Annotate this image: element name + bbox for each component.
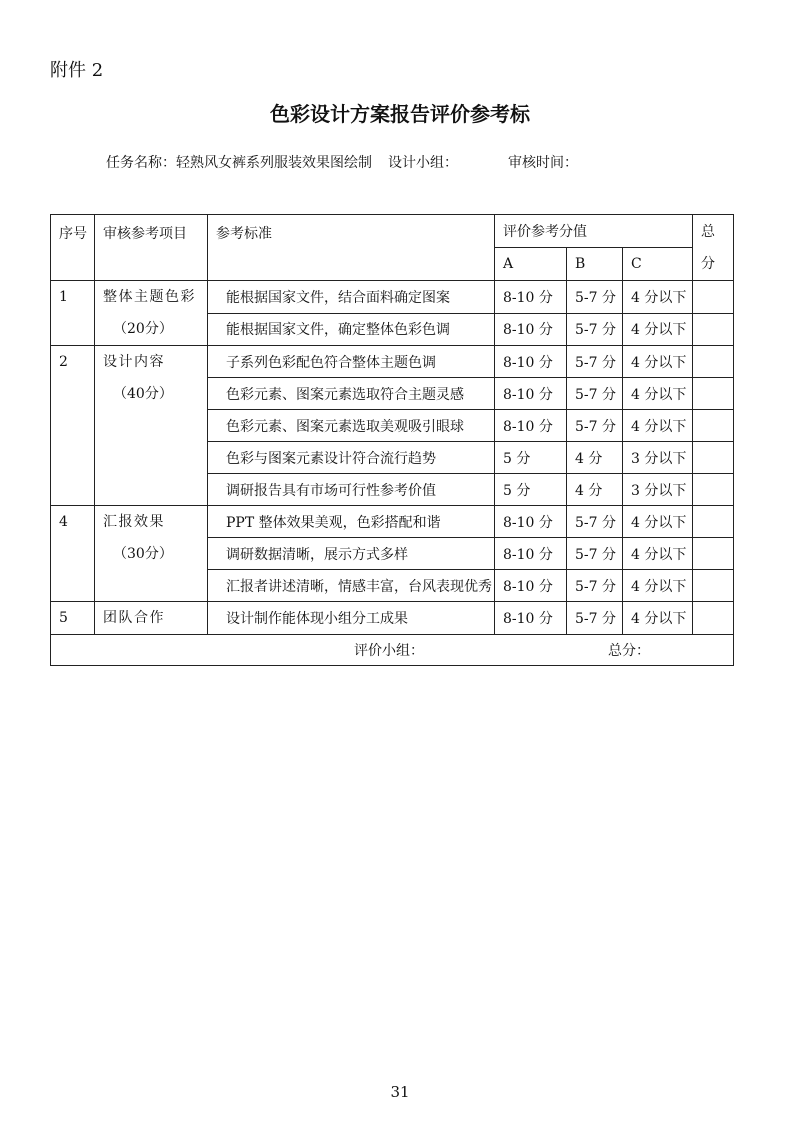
table-row [51,506,734,538]
page-title: 色彩设计方案报告评价参考标 [270,102,530,126]
total-score-cell [693,602,734,635]
grade-a-score: 8-10 分 [495,602,567,635]
grade-a-score: 8-10 分 [495,313,567,346]
grade-c-score: 4 分以下 [623,506,693,538]
criteria-text: 能根据国家文件，确定整体色彩色调 [208,313,495,346]
criteria-text: 色彩元素、图案元素选取符合主题灵感 [208,378,495,410]
grade-c-score: 4 分以下 [623,313,693,346]
header-no: 序号 [51,215,95,281]
grade-a-score: 8-10 分 [495,281,567,314]
header-score-ref: 评价参考分值 [495,215,693,248]
total-score-cell [693,378,734,410]
criteria-text: 色彩元素、图案元素选取美观吸引眼球 [208,410,495,442]
grade-a-score: 8-10 分 [495,378,567,410]
row-number: 4 [51,506,95,602]
task-name: 任务名称：轻熟风女裤系列服装效果图绘制 [106,155,372,171]
grade-b-score: 4 分 [567,474,623,506]
total-score-cell [693,538,734,570]
review-item-points: （30分） [113,546,173,562]
header-grade-c: C [623,248,693,281]
table-row [51,346,734,378]
grade-c-score: 3 分以下 [623,474,693,506]
grade-c-score: 4 分以下 [623,346,693,378]
criteria-text: PPT 整体效果美观，色彩搭配和谐 [208,506,495,538]
header-grade-b: B [567,248,623,281]
grade-b-score: 5-7 分 [567,313,623,346]
grade-a-score: 8-10 分 [495,346,567,378]
footer-row [51,635,734,666]
grade-c-score: 4 分以下 [623,410,693,442]
row-number: 2 [51,346,95,506]
footer-eval-group: 评价小组： [354,643,424,659]
grade-b-score: 5-7 分 [567,410,623,442]
grade-a-score: 5 分 [495,474,567,506]
review-item [95,346,208,506]
total-score-cell [693,570,734,602]
grade-b-score: 5-7 分 [567,378,623,410]
total-score-cell [693,346,734,378]
grade-b-score: 5-7 分 [567,281,623,314]
total-score-cell [693,410,734,442]
attachment-label: 附件 2 [50,60,104,81]
footer-total: 总分： [608,643,650,659]
review-item-points: （20分） [113,321,173,337]
grade-a-score: 8-10 分 [495,538,567,570]
grade-c-score: 4 分以下 [623,378,693,410]
task-info-line [106,152,578,172]
total-score-cell [693,442,734,474]
criteria-text: 设计制作能体现小组分工成果 [208,602,495,635]
grade-c-score: 4 分以下 [623,570,693,602]
criteria-text: 子系列色彩配色符合整体主题色调 [208,346,495,378]
total-score-cell [693,474,734,506]
header-grade-a: A [495,248,567,281]
grade-a-score: 8-10 分 [495,506,567,538]
table-row [51,281,734,314]
criteria-text: 调研数据清晰，展示方式多样 [208,538,495,570]
review-time-field: 审核时间： [508,155,578,171]
header-item: 审核参考项目 [95,215,208,281]
review-item-points: （40分） [113,386,173,402]
page-number: 31 [390,1083,410,1101]
review-item-name: 整体主题色彩 [103,289,196,305]
grade-b-score: 4 分 [567,442,623,474]
evaluation-table [50,214,734,666]
grade-b-score: 5-7 分 [567,570,623,602]
review-item [95,506,208,602]
grade-c-score: 4 分以下 [623,281,693,314]
grade-b-score: 5-7 分 [567,506,623,538]
review-item-name: 设计内容 [103,354,165,370]
criteria-text: 汇报者讲述清晰，情感丰富，台风表现优秀 [208,570,495,602]
criteria-text: 能根据国家文件，结合面料确定图案 [208,281,495,314]
review-item-name: 汇报效果 [103,514,165,530]
design-group-field: 设计小组： [388,155,458,171]
table-row [51,602,734,635]
grade-a-score: 8-10 分 [495,410,567,442]
total-score-cell [693,281,734,314]
grade-a-score: 5 分 [495,442,567,474]
header-total: 总 分 [693,215,734,281]
total-score-cell [693,313,734,346]
grade-a-score: 8-10 分 [495,570,567,602]
grade-c-score: 4 分以下 [623,602,693,635]
review-item [95,602,208,635]
header-standard: 参考标准 [208,215,495,281]
row-number: 1 [51,281,95,346]
criteria-text: 调研报告具有市场可行性参考价值 [208,474,495,506]
grade-b-score: 5-7 分 [567,538,623,570]
criteria-text: 色彩与图案元素设计符合流行趋势 [208,442,495,474]
grade-b-score: 5-7 分 [567,346,623,378]
grade-b-score: 5-7 分 [567,602,623,635]
review-item-name: 团队合作 [103,610,165,626]
row-number: 5 [51,602,95,635]
review-item [95,281,208,346]
total-score-cell [693,506,734,538]
grade-c-score: 3 分以下 [623,442,693,474]
grade-c-score: 4 分以下 [623,538,693,570]
